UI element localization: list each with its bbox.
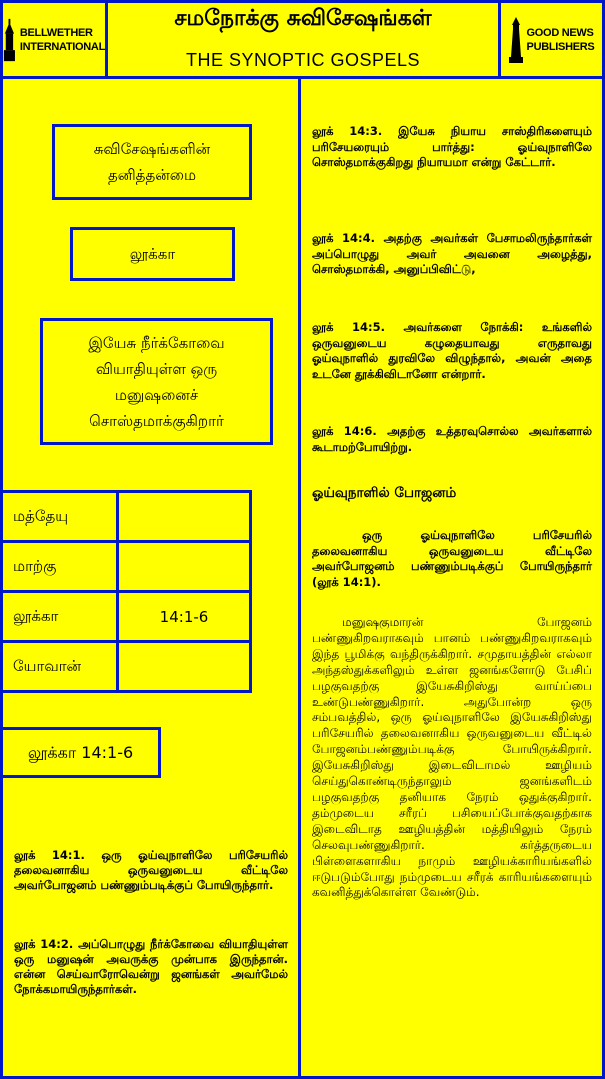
logo-line1: GOOD NEWS xyxy=(526,26,594,39)
ref-cell xyxy=(119,643,249,690)
gospel-name-box: லூக்கா xyxy=(70,227,235,281)
box-line: மனுஷனைச் xyxy=(114,385,199,404)
verse-paragraph: லூக் 14:4. அதற்கு அவர்கள் பேசாமலிருந்தார்கள் அப்பொழுது அவர் அவனை அழைத்து, சொஸ்தமாக்கி, அனுப்பிவிட்டு, xyxy=(312,231,592,276)
box-line: இயேசு நீர்க்கோவை xyxy=(88,333,225,352)
page-title-english: THE SYNOPTIC GOSPELS xyxy=(185,50,421,70)
ref-cell: 14:1-6 xyxy=(159,607,209,626)
box-line: சுவிசேஷங்களின் xyxy=(93,140,211,158)
book-cell: மாற்கு xyxy=(3,543,119,590)
table-row xyxy=(3,643,249,690)
intro-paragraph: ஒரு ஓய்வுநாளிலே பரிசேயரில் தலைவனாகிய ஒருவனுடைய வீட்டிலே அவர்போஜனம் பண்ணும்படிக்குப் போயிருந்தார் (லூக் 14:1). xyxy=(312,528,592,589)
box-line: வியாதியுள்ள ஒரு xyxy=(95,359,218,378)
verse-paragraph: லூக் 14:1. ஒரு ஓய்வுநாளிலே பரிசேயரில் தலைவனாகிய ஒருவனுடைய வீட்டிலே அவர்போஜனம் பண்ணும்படிக்குப் போயிருந்தார். xyxy=(14,848,288,892)
lighthouse-icon xyxy=(509,17,523,63)
box-line: தனித்தன்மை xyxy=(107,166,197,184)
box-line: சொஸ்தமாக்குகிறார் xyxy=(89,411,224,430)
ref-cell xyxy=(119,543,249,590)
logo-line2: PUBLISHERS xyxy=(526,40,595,53)
book-cell: லூக்கா xyxy=(3,593,119,640)
commentary-paragraph: மனுஷகுமாரன் போஜனம் பண்ணுகிறவராகவும் பானம் பண்ணுகிறவராகவும் இந்த பூமிக்கு வந்திருக்கிறார். சமுதாயத்தின் எல்லா அந்தஸ்துக்களிலும் உள்ள ஜனங்களோடு பேசிப் பழகுவதற்கு இயேசுகிறிஸ்து வாய்ப்பை உண்டுபண்ணுகிறார். அதுபோன்ற ஒரு சம்பவத்தில், ஒரு ஓய்வுநாளிலே இயேசுகிறிஸ்து பரிசேயரில் தலைவனாகிய ஒருவனுடைய வீட்டில் போஜனம்பண்ணும்படிக்கு போயிருக்கிறார். இயேசுகிறிஸ்து இடைவிடாமல் ஊழியம் செய்துகொண்டிருந்தாலும் ஜனங்களிடம் பழகுவதற்கு தனியாக நேரம் ஒதுக்குகிறார். தம்முடைய சரீரப் பசியைப்போக்குவதற்காக இடைவிடாத ஊழியத்தின் மத்தியிலும் நேரம் செலவுபண்ணுகிறார். கர்த்தருடைய பிள்ளைகளாகிய நாமும் ஊழியக்காரியங்களில் ஈடுபடும்போது நம்முடைய சரீரக் காரியங்களையும் கவனித்துக்கொள்ள வேண்டும். xyxy=(312,615,592,900)
page-title-tamil: சமநோக்கு சுவிசேஷங்கள் xyxy=(174,6,432,31)
logo-line1: BELLWETHER xyxy=(19,26,93,39)
reference-box: லூக்கா 14:1-6 xyxy=(3,727,161,778)
table-row xyxy=(3,493,249,543)
section-heading: ஓய்வுநாளில் போஜனம் xyxy=(312,485,457,501)
ref-cell xyxy=(119,493,249,540)
gospel-reference-table xyxy=(3,490,252,693)
book-cell: யோவான் xyxy=(3,643,119,690)
uniqueness-box xyxy=(52,124,252,200)
book-cell: மத்தேயு xyxy=(3,493,119,540)
verse-paragraph: லூக் 14:6. அதற்கு உத்தரவுசொல்ல அவர்களால் கூடாமற்போயிற்று. xyxy=(312,424,592,454)
bellwether-logo xyxy=(3,0,108,79)
table-row xyxy=(3,593,249,643)
verse-paragraph: லூக் 14:5. அவர்களை நோக்கி: உங்களில் ஒருவனுடைய கழுதையாவது எருதாவது ஓய்வுநாளில் துரவிலே விழுந்தால், அவன் அதை உடனே தூக்கிவிடானோ என்றார். xyxy=(312,320,592,381)
logo-line2: INTERNATIONAL xyxy=(19,40,105,53)
event-title-box xyxy=(40,318,273,445)
verse-paragraph: லூக் 14:3. இயேசு நியாய சாஸ்திரிகளையும் பரிசேயரையும் பார்த்து: ஓய்வுநாளிலே சொஸ்தமாக்குகிறது நியாயமா என்று கேட்டார். xyxy=(312,124,592,169)
good-news-logo xyxy=(498,0,602,79)
table-row xyxy=(3,543,249,593)
bell-tower-icon xyxy=(3,17,16,63)
verse-paragraph: லூக் 14:2. அப்பொழுது நீர்க்கோவை வியாதியுள்ள ஒரு மனுஷன் அவருக்கு முன்பாக இருந்தான். என்ன செய்வாரோவென்று ஜனங்கள் அவர்மேல் நோக்கமாயிருந்தார்கள். xyxy=(14,937,288,996)
